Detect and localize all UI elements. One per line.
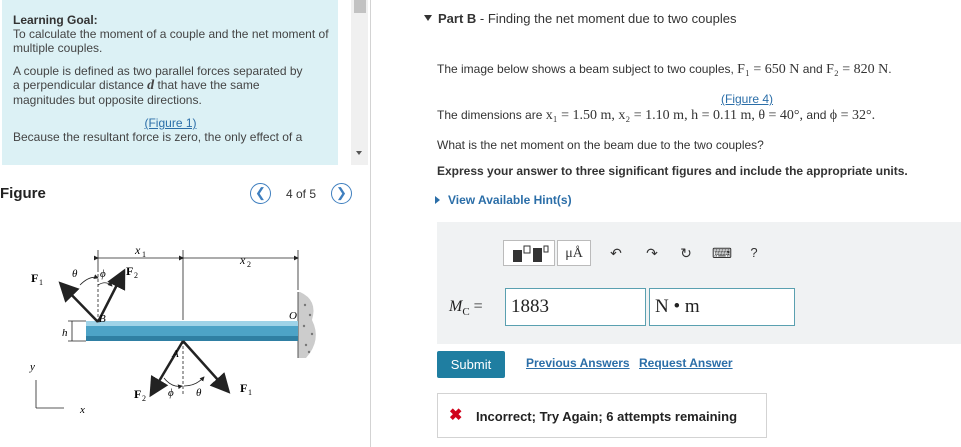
label-f2-top-sub: 2 [134, 271, 138, 280]
collapse-triangle-icon[interactable] [424, 15, 432, 21]
figure-1-link[interactable]: (Figure 1) [144, 116, 197, 130]
label-f1-bottom: F [240, 381, 248, 395]
learning-goal-box [2, 0, 338, 165]
couple-definition-d: magnitudes but opposite directions. [13, 93, 202, 107]
learning-goal-title: Learning Goal: [13, 13, 98, 27]
f1-expression: F₁ = 650 N [737, 62, 800, 77]
undo-button[interactable] [605, 240, 627, 266]
beam-diagram [0, 230, 340, 430]
beam [86, 321, 298, 341]
couple-definition-a: A couple is defined as two parallel forces separated by [13, 64, 303, 78]
label-f1-top: F [31, 271, 39, 285]
label-f2-top: F [126, 264, 134, 278]
submit-button[interactable]: Submit [437, 351, 505, 378]
answer-label-main: M [449, 298, 463, 315]
previous-figure-button[interactable] [250, 183, 271, 204]
chevron-left-icon: ❮ [255, 185, 266, 200]
dims-intro: The dimensions are [437, 108, 543, 122]
part-title[interactable] [438, 11, 736, 26]
value-input[interactable]: 1883 [505, 288, 646, 326]
feedback-box [437, 393, 767, 438]
label-theta-top: θ [72, 268, 78, 280]
question-intro: The image below shows a beam subject to two couples, [437, 62, 734, 76]
label-f2-bottom: F [134, 387, 142, 401]
expand-triangle-icon [435, 196, 440, 204]
label-x2: x [240, 253, 246, 267]
instruction-text: Express your answer to three significant figures and include the appropriate units. [437, 164, 908, 178]
scroll-thumb[interactable] [354, 0, 366, 13]
undo-icon: ↶ [610, 245, 622, 261]
label-y: y [30, 361, 35, 373]
couple-definition-c: that have the same [157, 78, 260, 92]
help-button[interactable] [743, 240, 765, 266]
answer-label-sub: C [462, 306, 470, 319]
part-separator: - [476, 11, 488, 26]
label-theta-bottom: θ [196, 387, 202, 399]
previous-answers-link[interactable]: Previous Answers [526, 356, 630, 370]
figure-title: Figure [0, 185, 46, 202]
label-o: O [289, 310, 297, 322]
figure-header [0, 182, 360, 206]
couple-definition-b: a perpendicular distance [13, 78, 144, 92]
right-panel [371, 0, 961, 447]
math-toolbar [503, 240, 855, 270]
learning-goal-text: To calculate the moment of a couple and the net moment of multiple couples. [13, 27, 329, 55]
label-x1-sub: 1 [142, 250, 146, 259]
dimension-x1 [98, 243, 183, 320]
keyboard-button[interactable] [711, 240, 733, 266]
learning-goal-panel[interactable] [0, 0, 370, 165]
figure-4-link[interactable]: (Figure 4) [721, 92, 774, 106]
scroll-down-arrow-icon[interactable] [356, 151, 362, 155]
couple-definition [13, 64, 338, 107]
label-f2-bottom-sub: 2 [142, 394, 146, 403]
dimension-x2 [183, 250, 298, 290]
question-period: . [888, 62, 892, 76]
reset-button[interactable] [675, 240, 697, 266]
wall-support [298, 292, 316, 358]
keyboard-icon: ⌨ [711, 245, 733, 261]
label-b: B [99, 313, 106, 325]
redo-icon: ↷ [646, 245, 658, 261]
label-phi-bottom: ϕ [168, 387, 174, 399]
dimensions-line [437, 108, 875, 124]
resultant-text: Because the resultant force is zero, the only effect of a [13, 130, 303, 144]
units-icon: μÅ [565, 246, 583, 261]
part-heading: Finding the net moment due to two couples [487, 11, 737, 26]
error-x-icon: ✖ [449, 407, 463, 424]
label-x: x [80, 404, 85, 416]
answer-label [449, 298, 483, 318]
f2-expression: F₂ = 820 N [826, 62, 889, 77]
force-f1-top [31, 268, 98, 322]
next-figure-button[interactable] [331, 183, 352, 204]
label-a: A [172, 348, 179, 360]
part-label: Part B [438, 11, 477, 26]
left-panel [0, 0, 370, 447]
request-answer-link[interactable]: Request Answer [639, 356, 733, 370]
answer-equals: = [473, 298, 483, 315]
templates-icon [509, 244, 549, 264]
label-x1: x [135, 243, 141, 257]
label-h: h [62, 327, 68, 339]
reset-icon: ↻ [680, 245, 692, 261]
redo-button[interactable] [641, 240, 663, 266]
hints-label: View Available Hint(s) [448, 193, 572, 207]
question-line-1 [437, 62, 892, 78]
help-icon: ? [750, 245, 758, 260]
label-f1-bottom-sub: 1 [248, 388, 252, 397]
coordinate-axes [29, 361, 85, 416]
label-f1-top-sub: 1 [39, 278, 43, 287]
dims-and: and [806, 108, 827, 122]
chevron-right-icon: ❯ [336, 185, 347, 200]
units-button[interactable] [557, 240, 591, 266]
units-input[interactable]: N • m [649, 288, 795, 326]
view-hints-link[interactable] [435, 193, 572, 207]
question-and: and [802, 62, 823, 76]
question-ask: What is the net moment on the beam due to the two couples? [437, 138, 764, 152]
feedback-text: Incorrect; Try Again; 6 attempts remaining [476, 409, 738, 424]
label-phi-top: ϕ [100, 268, 106, 280]
dims-expression: x₁ = 1.50 m, x₂ = 1.10 m, h = 0.11 m, θ = 40°, [545, 108, 804, 123]
answer-box [437, 222, 961, 344]
label-x2-sub: 2 [247, 260, 251, 269]
templates-button[interactable] [503, 240, 555, 266]
dimension-h [62, 321, 86, 341]
scrollbar[interactable] [351, 0, 368, 165]
figure-counter: 4 of 5 [286, 187, 317, 201]
dims-phi: ϕ = 32°. [829, 108, 876, 123]
distance-variable: d [147, 78, 155, 93]
